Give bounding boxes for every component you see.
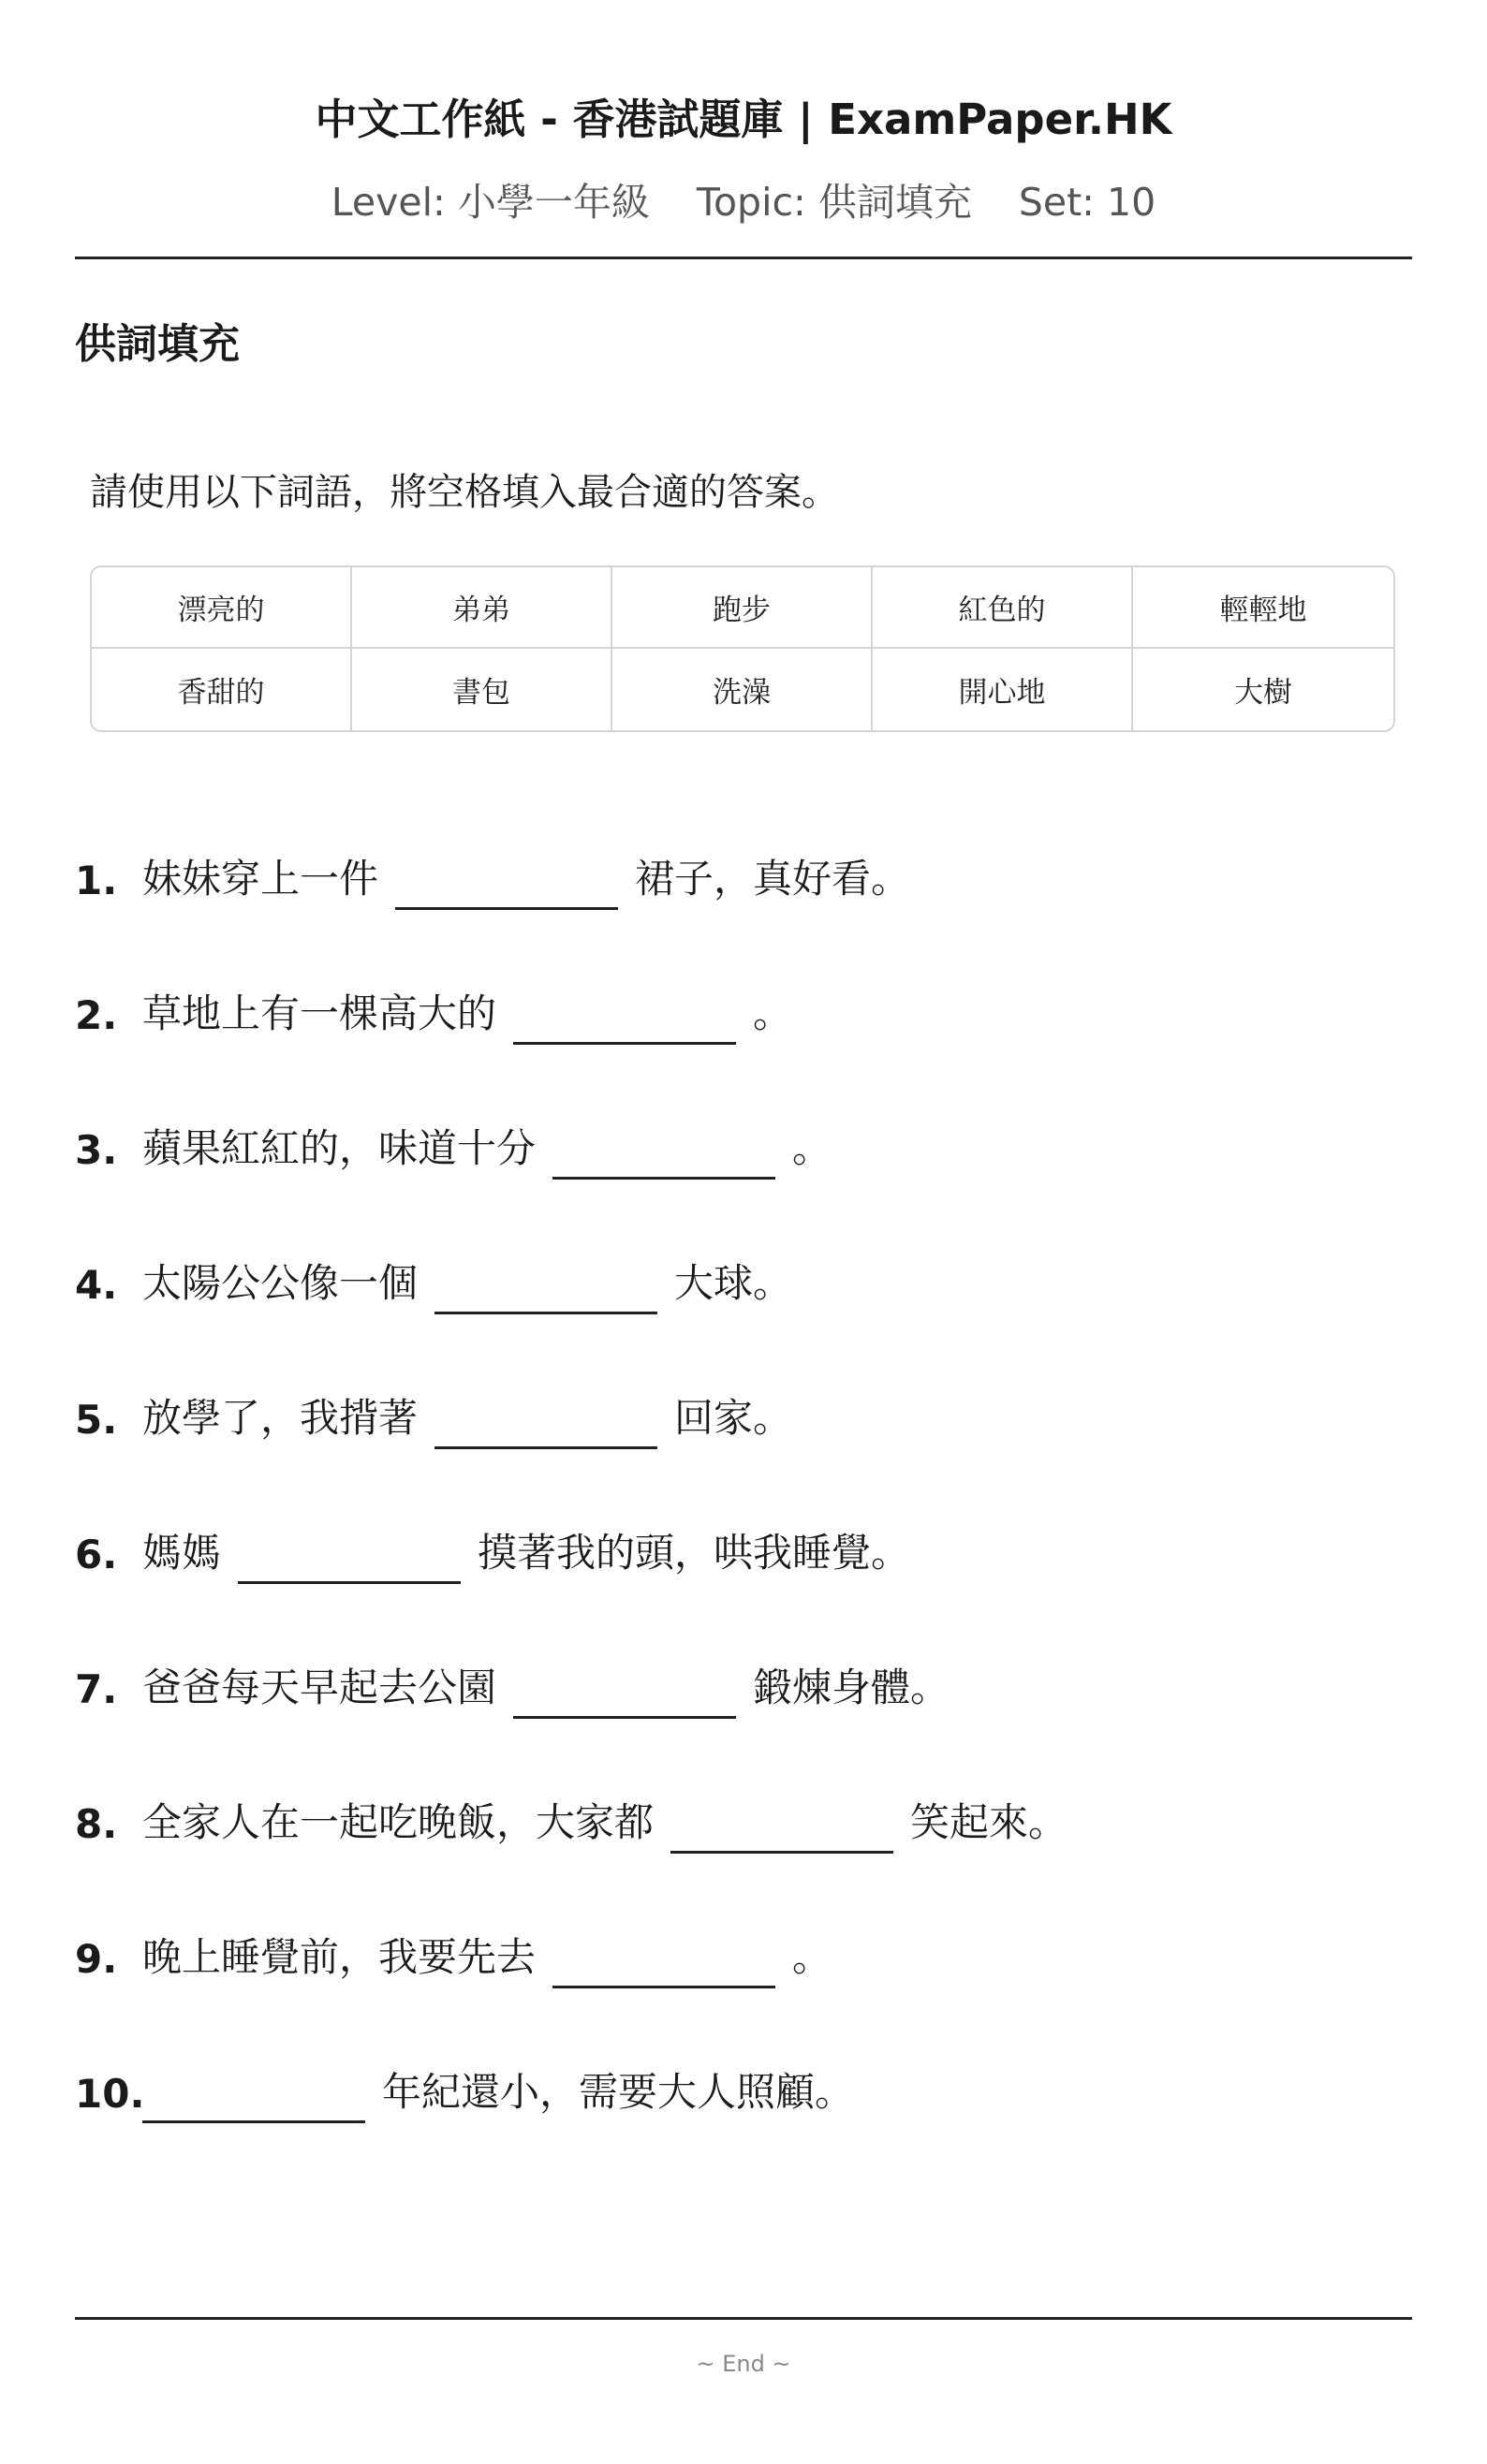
question-number: 1. (75, 857, 118, 903)
set-label: Set: 10 (1018, 180, 1156, 225)
question-text-after: 。 (792, 1125, 832, 1171)
end-marker: ~ End ~ (696, 2351, 791, 2377)
answer-blank[interactable] (552, 1944, 775, 1988)
question-10 (75, 2052, 1412, 2127)
footer-divider (75, 2317, 1412, 2320)
question-4 (75, 1243, 1412, 1318)
question-text-after: 年紀還小，需要大人照顧。 (382, 2069, 855, 2115)
answer-blank[interactable] (395, 866, 618, 910)
worksheet-title: 中文工作紙 - 香港試題庫 | ExamPaper.HK (315, 95, 1172, 144)
question-6 (75, 1513, 1412, 1588)
instructions: 請使用以下詞語，將空格填入最合適的答案。 (90, 471, 839, 514)
word-bank-item: 弟弟 (352, 567, 612, 649)
answer-blank[interactable] (434, 1270, 657, 1314)
question-text-before: 蘋果紅紅的，味道十分 (142, 1125, 537, 1171)
question-8 (75, 1782, 1412, 1857)
question-number: 2. (75, 991, 118, 1038)
worksheet-meta (75, 176, 1412, 228)
question-text-after: 裙子，真好看。 (635, 856, 911, 902)
question-text-after: 笑起來。 (910, 1799, 1068, 1845)
answer-blank[interactable] (513, 1001, 736, 1045)
word-bank-item: 輕輕地 (1133, 567, 1393, 649)
question-number: 6. (75, 1531, 118, 1577)
word-bank-item: 洗澡 (612, 649, 873, 730)
question-text-before: 放學了，我揹著 (142, 1395, 419, 1441)
question-text-after: 大球。 (674, 1260, 793, 1306)
word-bank-item: 開心地 (873, 649, 1133, 730)
question-text-after: 回家。 (674, 1395, 793, 1441)
word-bank-item: 香甜的 (92, 649, 352, 730)
question-text-before: 妹妹穿上一件 (142, 856, 379, 902)
answer-blank[interactable] (670, 1810, 893, 1854)
question-2 (75, 974, 1412, 1049)
question-text-after: 鍛煉身體。 (753, 1665, 950, 1710)
word-bank-item: 跑步 (612, 567, 873, 649)
question-number: 5. (75, 1396, 118, 1443)
question-number: 3. (75, 1126, 118, 1173)
question-number: 10. (75, 2070, 145, 2117)
question-text-before: 媽媽 (142, 1530, 222, 1576)
word-bank-item: 紅色的 (873, 567, 1133, 649)
question-text-after: 摸著我的頭，哄我睡覺。 (478, 1530, 911, 1576)
topic-label: Topic: 供詞填充 (696, 180, 972, 225)
word-bank-item: 大樹 (1234, 676, 1292, 710)
answer-blank[interactable] (238, 1540, 461, 1584)
answer-blank[interactable] (552, 1136, 775, 1180)
question-number: 8. (75, 1800, 118, 1847)
question-7 (75, 1648, 1412, 1723)
question-number: 4. (75, 1261, 118, 1308)
section-title: 供詞填充 (75, 320, 240, 368)
question-text-after: 。 (792, 1934, 832, 1980)
word-bank (90, 565, 1395, 732)
answer-blank[interactable] (434, 1405, 657, 1449)
question-text-after: 。 (753, 990, 793, 1036)
question-text-before: 太陽公公像一個 (142, 1260, 419, 1306)
question-9 (75, 1917, 1412, 1992)
question-text-before: 晚上睡覺前，我要先去 (142, 1934, 537, 1980)
word-bank-item: 漂亮的 (92, 567, 352, 649)
worksheet-page (75, 0, 1412, 2464)
header-divider (75, 257, 1412, 259)
question-1 (75, 839, 1412, 914)
question-text-before: 爸爸每天早起去公園 (142, 1665, 497, 1710)
question-number: 9. (75, 1935, 118, 1982)
question-3 (75, 1108, 1412, 1183)
question-number: 7. (75, 1665, 118, 1712)
question-text-before: 全家人在一起吃晚飯，大家都 (142, 1799, 655, 1845)
answer-blank[interactable] (142, 2079, 365, 2123)
question-5 (75, 1378, 1412, 1453)
level-label: Level: 小學一年級 (331, 180, 650, 225)
question-text-before: 草地上有一棵高大的 (142, 990, 497, 1036)
word-bank-item: 書包 (352, 649, 612, 730)
answer-blank[interactable] (513, 1675, 736, 1719)
